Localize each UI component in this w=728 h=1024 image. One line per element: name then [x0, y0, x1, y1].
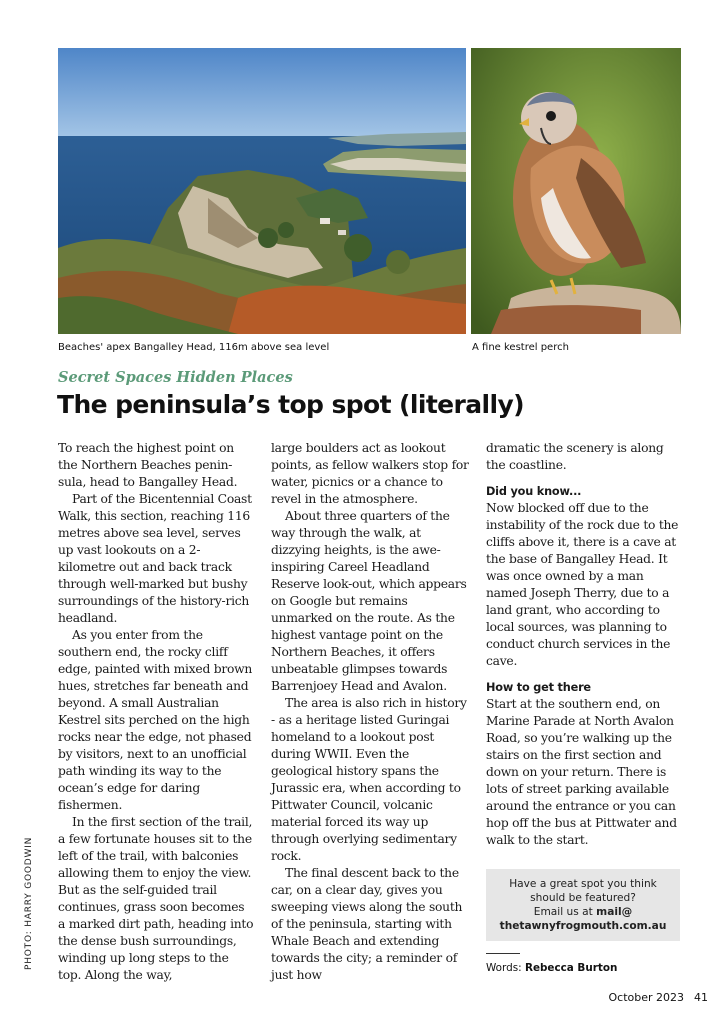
paragraph: The final descent back to the car, on a clear day, gives you sweeping views along the south of the peninsula, starting with Whale Beach and extending towards the city; a reminder of just how	[271, 866, 463, 982]
byline-label: Words:	[486, 962, 525, 974]
paragraph: To reach the highest point on the Northern Beaches penin-sula, head to Bangalley Head.	[58, 441, 238, 489]
paragraph: The area is also rich in history - as a heritage listed Guringai homeland to a lookout post during WWII. Even the geological history spans the Jurassic era, when according to Pittwater Council, volcanic material forced its way up through overlying sedimentary rock.	[271, 696, 467, 863]
headland-caption: Beaches' apex Bangalley Head, 116m above sea level	[58, 342, 330, 353]
headland-illustration	[58, 48, 466, 334]
callout-email-link[interactable]: mail@	[596, 906, 633, 918]
how-to-get-there-heading: How to get there	[486, 681, 591, 694]
article-column-2	[271, 440, 469, 984]
article-column-3	[486, 440, 682, 849]
paragraph: large boulders act as lookout points, as fellow walkers stop for water, picnics or a chance to revel in the atmosphere.	[271, 441, 469, 506]
byline-author: Rebecca Burton	[524, 962, 618, 974]
did-you-know-heading: Did you know...	[486, 485, 582, 498]
kestrel-illustration	[471, 48, 681, 334]
headland-photo	[58, 48, 466, 334]
callout-line: Have a great spot you think	[509, 878, 657, 890]
page-footer	[608, 991, 708, 1004]
byline-divider	[486, 953, 520, 954]
article-headline: The peninsula’s top spot (literally)	[57, 390, 524, 419]
section-kicker: Secret Spaces Hidden Places	[58, 369, 293, 386]
photo-credit: PHOTO: HARRY GOODWIN	[24, 836, 34, 970]
paragraph: About three quarters of the way through the walk, at dizzying heights, is the awe-inspiring Careel Headland Reserve look-out, which appears on Google but remains unmarked on the route. As the highest vantage point on the Northern Beaches, it offers unbeatable glimpses towards Barrenjoey Head and Avalon.	[271, 509, 467, 693]
callout-email-domain[interactable]: thetawnyfrogmouth.com.au	[499, 920, 667, 932]
page-number: 41	[694, 991, 708, 1004]
callout-email-prefix: Email us at	[533, 906, 597, 918]
paragraph: dramatic the scenery is along the coastline.	[486, 441, 664, 472]
did-you-know-text: Now blocked off due to the instability of the rock due to the cliffs above it, there is a cave at the base of Bangalley Head. It was once owned by a man named Joseph Therry, due to a land grant, who according to local sources, was planning to conduct church services in the cave.	[486, 501, 679, 668]
paragraph: In the first section of the trail, a few fortunate houses sit to the left of the trail, with balconies allowing them to enjoy the view. But as the self-guided trail continues, grass soon becomes a marked dirt path, heading into the dense bush surroundings, winding up long steps to the top. Along the way,	[58, 815, 254, 982]
callout-line: should be featured?	[530, 892, 636, 904]
kestrel-photo	[471, 48, 681, 334]
how-to-get-there-text: Start at the southern end, on Marine Parade at North Avalon Road, so you’re walking up the stairs on the first section and down on your return. There is lots of street parking available around the entrance or you can hop off the bus at Pittwater and walk to the start.	[486, 697, 677, 847]
issue-date: October 2023	[608, 991, 684, 1004]
paragraph: As you enter from the southern end, the rocky cliff edge, painted with mixed brown hues, stretches far beneath and beyond. A small Australian Kestrel sits perched on the high rocks near the edge, not phased by visitors, next to an unofficial path winding its way to the ocean’s edge for daring fishermen.	[58, 628, 253, 812]
byline	[486, 962, 617, 974]
feature-callout-box	[486, 869, 680, 941]
paragraph: Part of the Bicentennial Coast Walk, this section, reaching 116 metres above sea level, serves up vast lookouts on a 2-kilometre out and back track through well-marked but bushy surroundings of the history-rich headland.	[58, 492, 252, 625]
callout-email-line	[486, 905, 680, 919]
kestrel-caption: A fine kestrel perch	[472, 342, 569, 353]
article-column-1	[58, 440, 254, 984]
